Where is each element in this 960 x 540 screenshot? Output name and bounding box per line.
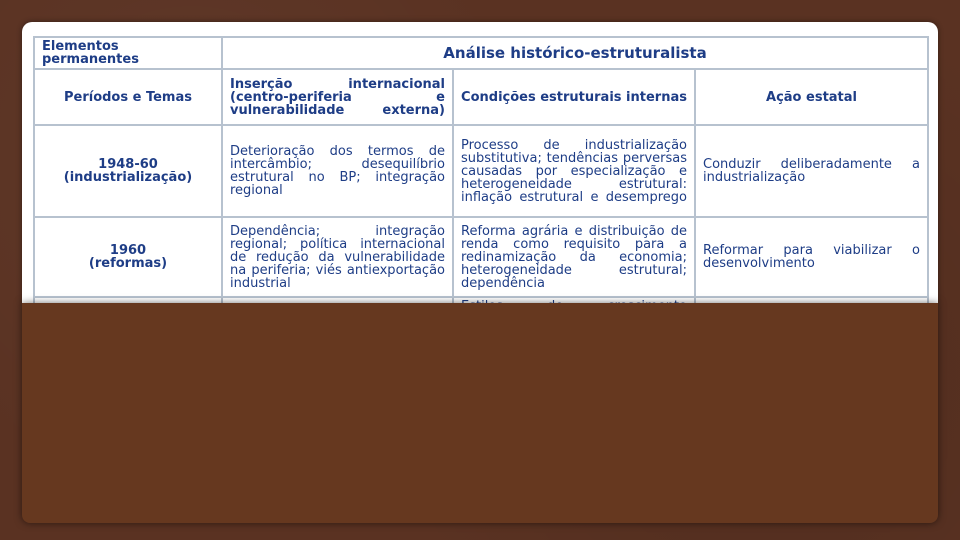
- table-row: [34, 217, 928, 297]
- analysis-table: [33, 36, 929, 328]
- condicoes-cell: Processo de industrialização substitutiva; tendências perversas causadas por especialização e heterogeneidade estrutural: inflação estrutural e desemprego: [453, 125, 695, 217]
- insercao-cell: Dependência; integração regional; política internacional de redução da vulnerabilidade na periferia; viés antiexportação industrial: [222, 217, 453, 297]
- period-cell: [34, 125, 222, 217]
- period-label: 1960: [109, 243, 147, 258]
- period-label: 1948-60: [98, 157, 158, 172]
- content-panel: [22, 303, 938, 523]
- table-row: [34, 125, 928, 217]
- insercao-cell: Deterioração dos termos de intercâmbio; desequilíbrio estrutural no BP; integração regional: [222, 125, 453, 217]
- slide-card: [22, 22, 938, 304]
- top-left-label: Elementos permanentes: [34, 37, 222, 69]
- period-theme: (reformas): [88, 256, 168, 271]
- col-header-insercao: Inserção internacional (centro-periferia e vulnerabilidade externa): [222, 69, 453, 125]
- col-header-condicoes: Condições estruturais internas: [453, 69, 695, 125]
- period-cell: [34, 217, 222, 297]
- table-header-row: [34, 37, 928, 69]
- main-header: Análise histórico-estruturalista: [222, 37, 928, 69]
- acao-cell: Reformar para viabilizar o desenvolvimento: [695, 217, 928, 297]
- acao-cell: Conduzir deliberadamente a industrialização: [695, 125, 928, 217]
- col-header-acao: Ação estatal: [695, 69, 928, 125]
- condicoes-cell: Reforma agrária e distribuição de renda como requisito para a redinamização da economia; heterogeneidade estrutural; dependência: [453, 217, 695, 297]
- row-header-label: Períodos e Temas: [34, 69, 222, 125]
- period-theme: (industrialização): [63, 170, 193, 185]
- column-header-row: [34, 69, 928, 125]
